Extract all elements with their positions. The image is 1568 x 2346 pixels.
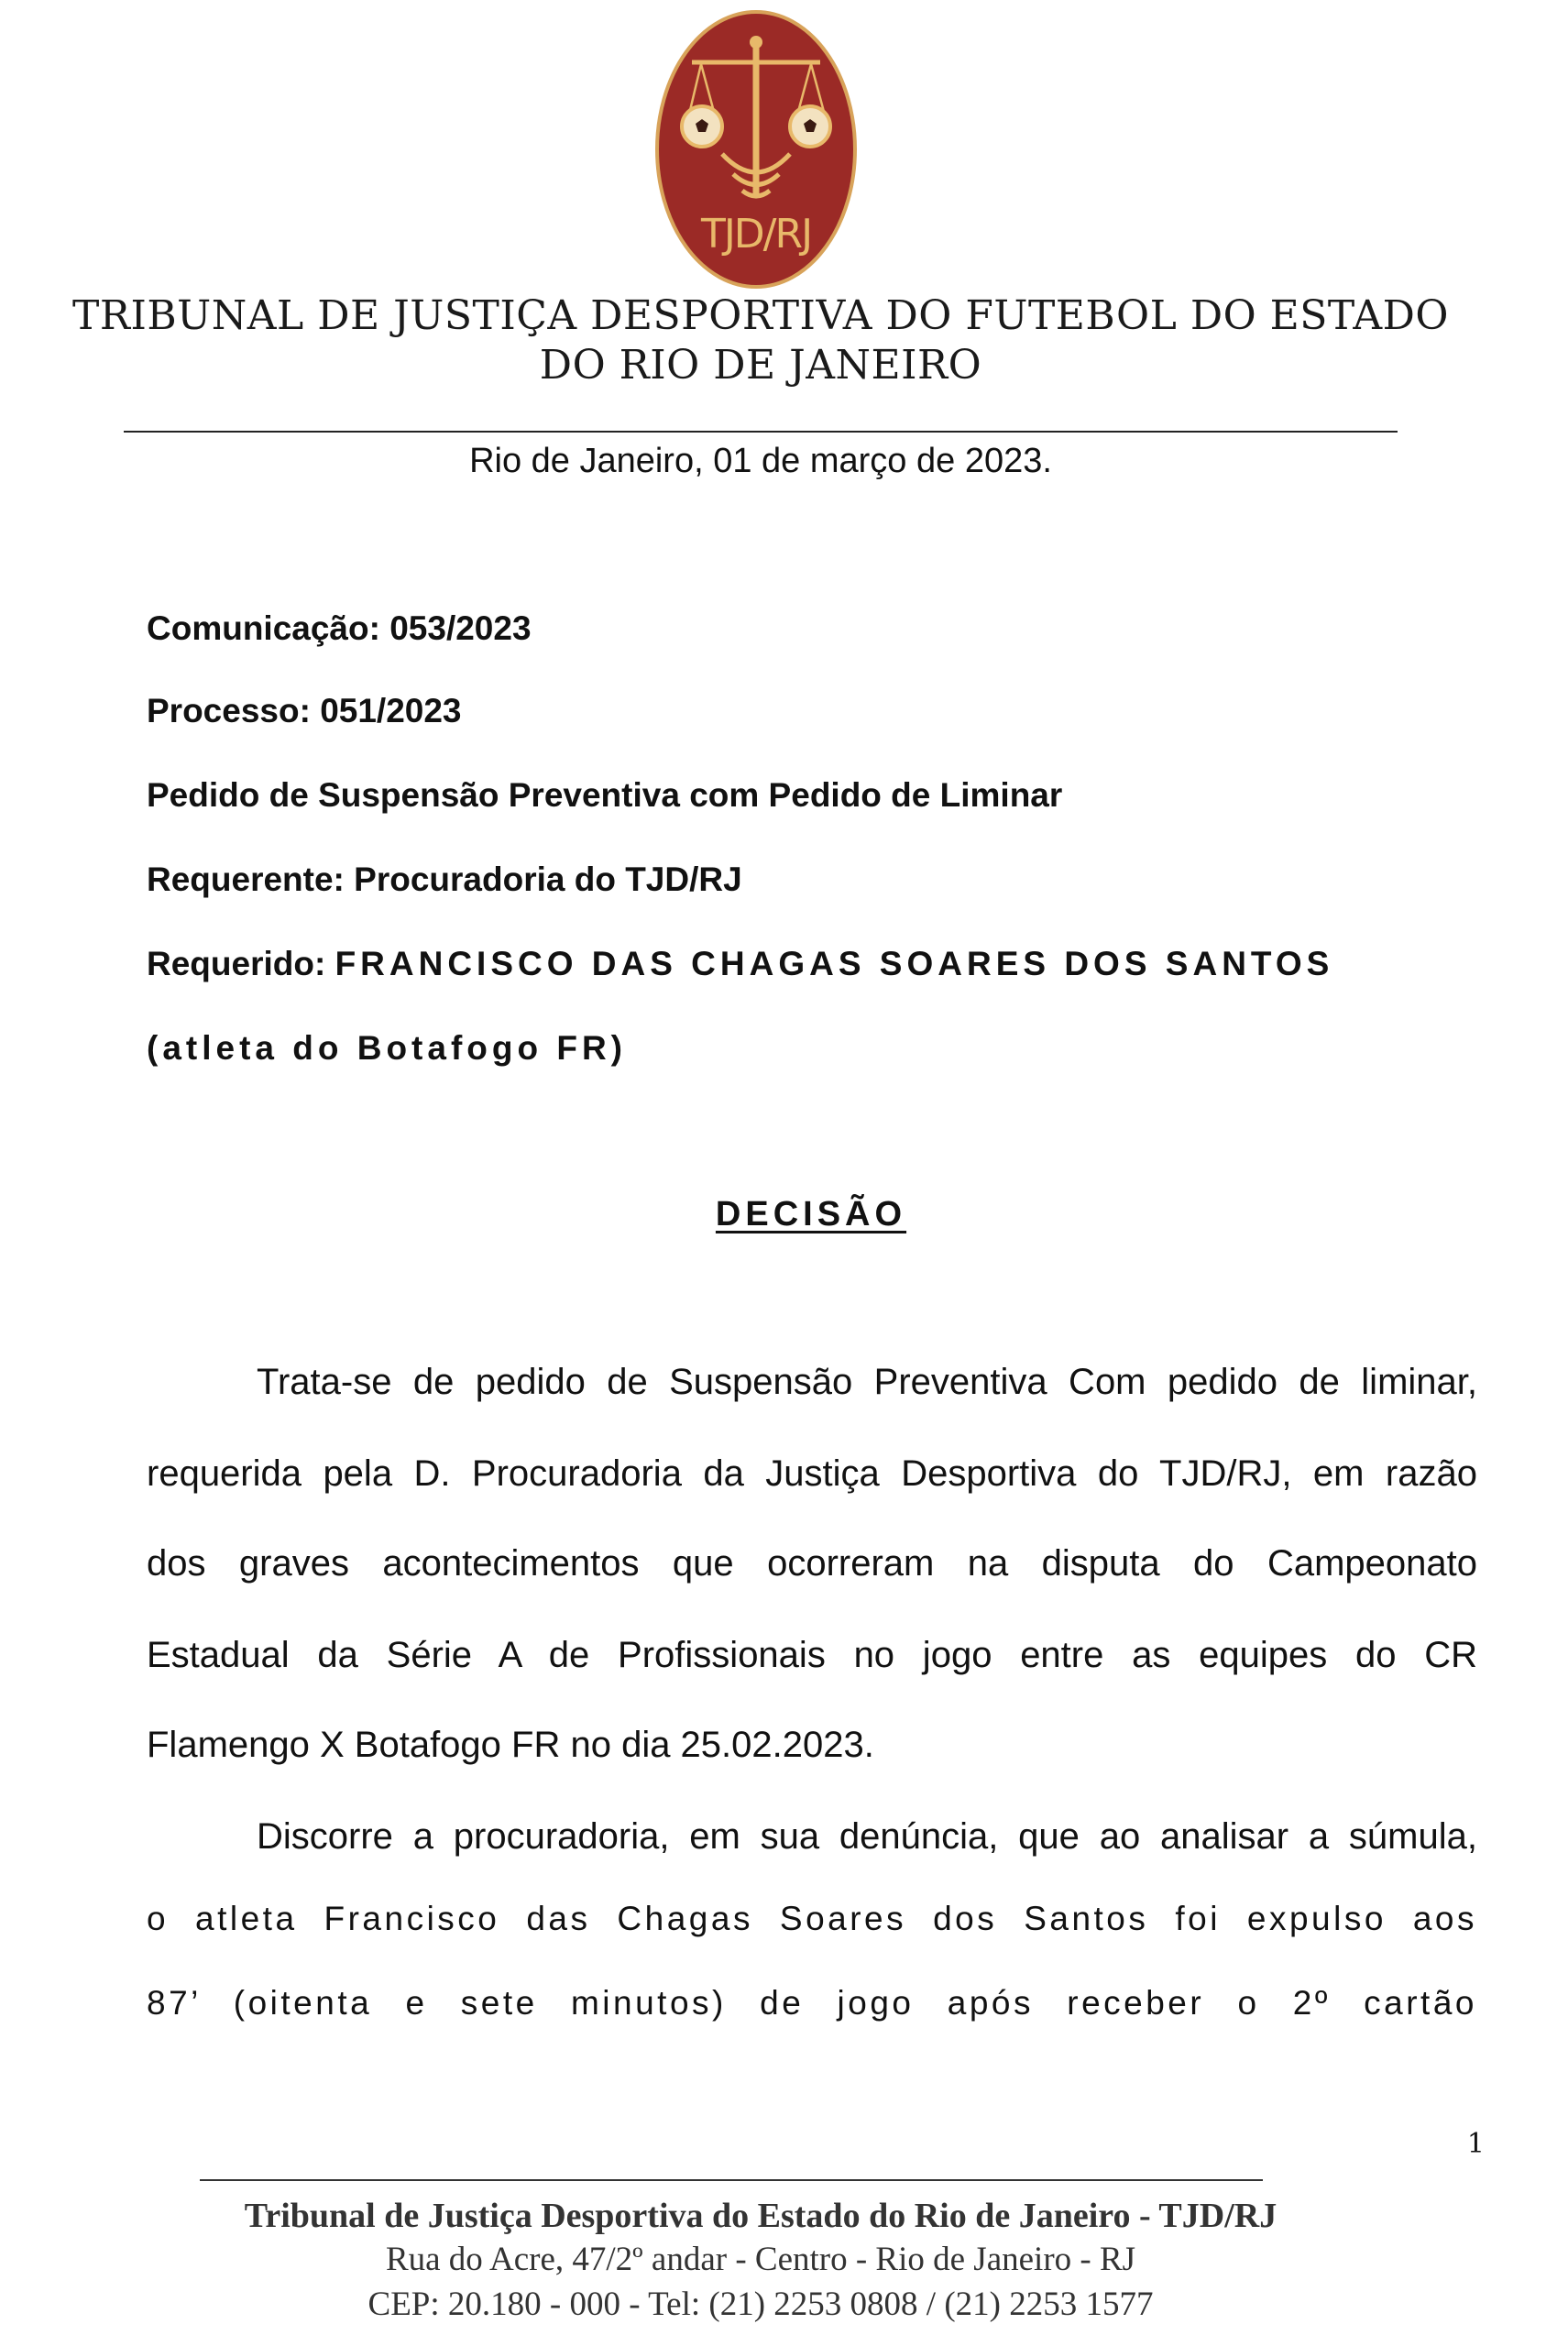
decision-paragraph-line: dos graves acontecimentos que ocorreram na disputa do Campeonato [147,1543,1477,1584]
decision-paragraph-line: requerida pela D. Procuradoria da Justiça Desportiva do TJD/RJ, em razão [147,1453,1477,1494]
tjd-rj-seal-logo [651,7,861,291]
footer-contact: CEP: 20.180 - 000 - Tel: (21) 2253 0808 / (21) 2253 1577 [367,2286,1154,2323]
footer-address: Rua do Acre, 47/2º andar - Centro - Rio de Janeiro - RJ [385,2241,1136,2278]
requerido-label: Requerido: [147,945,335,982]
decision-paragraph-line: o atleta Francisco das Chagas Soares dos Santos foi expulso aos [147,1900,1477,1937]
decision-paragraph-line: Estadual da Série A de Profissionais no jogo entre as equipes do CR [147,1635,1477,1675]
header-divider [124,431,1398,433]
decision-heading [0,1191,1568,1237]
pedido-type: Pedido de Suspensão Preventiva com Pedido de Liminar [147,776,1063,814]
document-date: Rio de Janeiro, 01 de março de 2023. [469,442,1052,480]
page-number: 1 [1466,2128,1485,2160]
header-title-line-2: DO RIO DE JANEIRO [539,342,982,389]
footer-institution: Tribunal de Justiça Desportiva do Estado do Rio de Janeiro - TJD/RJ [244,2197,1277,2235]
processo-number: Processo: 051/2023 [147,692,462,729]
requerido-note: (atleta do Botafogo FR) [147,1029,628,1067]
decision-paragraph-line: Trata-se de pedido de Suspensão Preventiva Com pedido de liminar, [257,1362,1477,1402]
requerente: Requerente: Procuradoria do TJD/RJ [147,861,742,898]
header-title-line-1: TRIBUNAL DE JUSTIÇA DESPORTIVA DO FUTEBOL DO ESTADO [71,292,1449,339]
logo-text: TJD/RJ [700,211,812,258]
decision-paragraph-line: Flamengo X Botafogo FR no dia 25.02.2023. [147,1725,874,1765]
footer-divider [200,2179,1263,2181]
decision-paragraph-line: Discorre a procuradoria, em sua denúncia, que ao analisar a súmula, [257,1816,1477,1857]
comunicacao-number: Comunicação: 053/2023 [147,609,532,647]
requerido-name: FRANCISCO DAS CHAGAS SOARES DOS SANTOS [334,945,1334,982]
decision-paragraph-line: 87’ (oitenta e sete minutos) de jogo após receber o 2º cartão [147,1984,1477,2022]
requerido [147,942,1333,986]
decision-heading-text: DECISÃO [715,1195,907,1233]
